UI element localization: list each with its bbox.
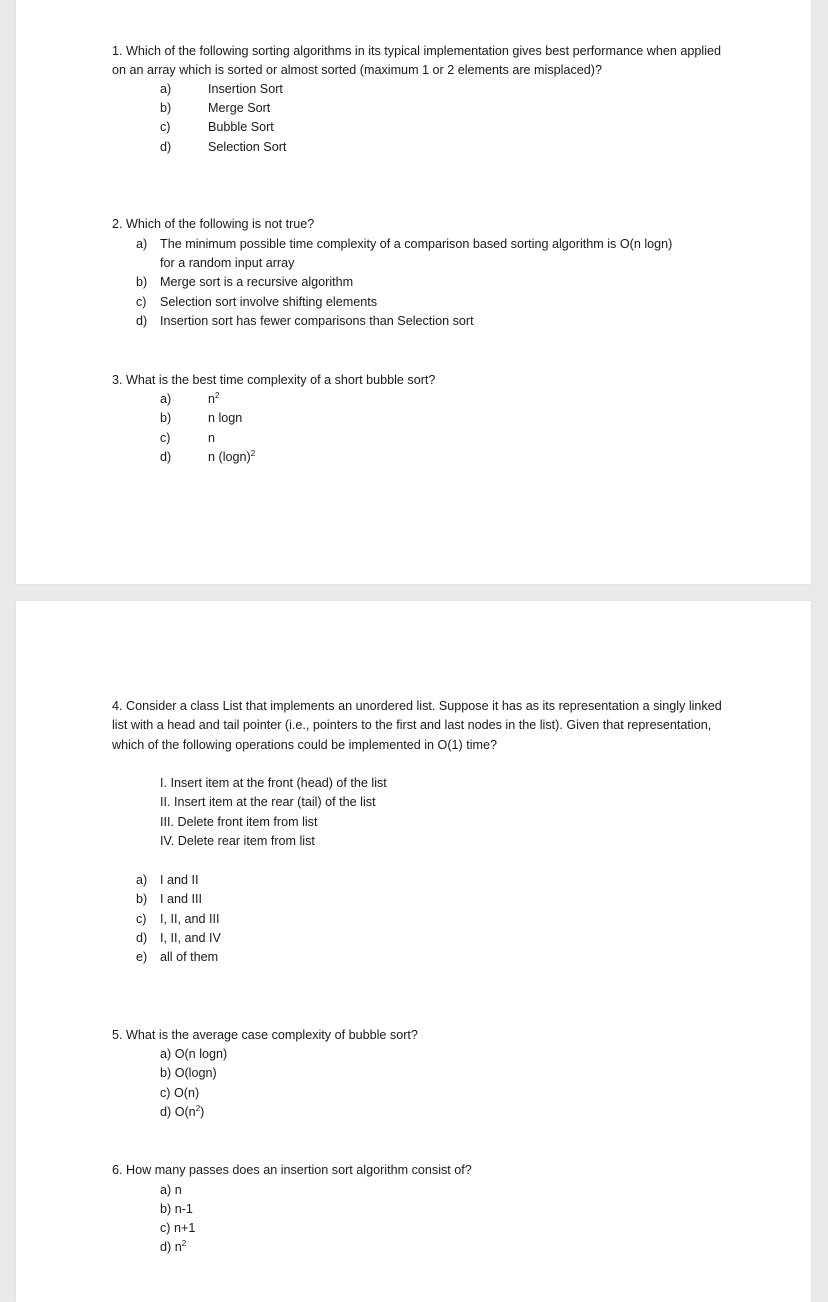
option-text: d) $n^2$ bbox=[160, 1238, 187, 1254]
option-text: I, II, and IV bbox=[160, 931, 221, 945]
option-text: Merge sort is a recursive algorithm bbox=[160, 275, 354, 289]
question-2-text: 2. Which of the following is not true? bbox=[112, 217, 315, 231]
option-text: Insertion sort has fewer comparisons than Selection sort bbox=[160, 314, 474, 328]
option-label: b) bbox=[136, 275, 148, 289]
option-text: I, II, and III bbox=[160, 912, 220, 926]
option-label: c) bbox=[160, 120, 171, 134]
option-text: Insertion Sort bbox=[208, 82, 283, 96]
statement-item: III. Delete front item from list bbox=[160, 815, 318, 829]
option-text: Bubble Sort bbox=[208, 120, 274, 134]
option-label: d) bbox=[160, 450, 172, 464]
option-label: d) bbox=[136, 931, 148, 945]
option-text: I and II bbox=[160, 873, 199, 887]
option-text: Merge Sort bbox=[208, 101, 271, 115]
option-text: I and III bbox=[160, 892, 203, 906]
option-text: $n^2$ bbox=[208, 390, 220, 406]
option-text: n $(\log n)^2$ bbox=[208, 448, 256, 464]
option-text: a) O(n logn) bbox=[160, 1047, 228, 1061]
option-label: c) bbox=[136, 912, 147, 926]
option-text: Selection Sort bbox=[208, 140, 287, 154]
question-1-text: 1. Which of the following sorting algorithms in its typical implementation gives best performance when applied on an array which is sorted or almost sorted (maximum 1 or 2 elements are misplaced)? bbox=[112, 44, 722, 78]
question-6-text: 6. How many passes does an insertion sort algorithm consist of? bbox=[112, 1163, 472, 1177]
option-text: Selection sort involve shifting elements bbox=[160, 295, 378, 309]
statement-item: I. Insert item at the front (head) of the list bbox=[160, 776, 387, 790]
option-text-continued: for a random input array bbox=[160, 256, 295, 270]
question-3-text: 3. What is the best time complexity of a short bubble sort? bbox=[112, 373, 436, 387]
option-text: c) O(n) bbox=[160, 1086, 200, 1100]
statement-item: IV. Delete rear item from list bbox=[160, 834, 315, 848]
option-label: b) bbox=[136, 892, 148, 906]
option-label: e) bbox=[136, 950, 148, 964]
question-4-text: 4. Consider a class List that implements an unordered list. Suppose it has as its representation a singly linked list with a head and tail pointer (i.e., pointers to the first and last nodes in the list). Given that representation, which of the following operations could be implemented in O(1) time? bbox=[112, 699, 722, 752]
option-text: a) n bbox=[160, 1183, 182, 1197]
option-label: d) bbox=[160, 140, 172, 154]
option-label: a) bbox=[160, 82, 172, 96]
document-page-2 bbox=[16, 601, 811, 1302]
document-page-1 bbox=[16, 0, 811, 584]
option-label: b) bbox=[160, 101, 172, 115]
option-text: n bbox=[208, 431, 216, 445]
option-label: d) bbox=[136, 314, 148, 328]
option-text: b) n-1 bbox=[160, 1202, 193, 1216]
option-label: c) bbox=[136, 295, 147, 309]
option-label: a) bbox=[136, 873, 148, 887]
option-text: c) n+1 bbox=[160, 1221, 196, 1235]
option-text: all of them bbox=[160, 950, 219, 964]
option-text: The minimum possible time complexity of a comparison based sorting algorithm is O(n logn) bbox=[160, 237, 673, 251]
option-text: b) O(logn) bbox=[160, 1066, 217, 1080]
option-label: a) bbox=[136, 237, 148, 251]
statement-item: II. Insert item at the rear (tail) of the list bbox=[160, 795, 376, 809]
option-text: d) $O(n^2)$ bbox=[160, 1103, 205, 1119]
option-label: c) bbox=[160, 431, 171, 445]
option-label: a) bbox=[160, 392, 172, 406]
option-label: b) bbox=[160, 411, 172, 425]
option-text: n logn bbox=[208, 411, 243, 425]
question-5-text: 5. What is the average case complexity of bubble sort? bbox=[112, 1028, 418, 1042]
